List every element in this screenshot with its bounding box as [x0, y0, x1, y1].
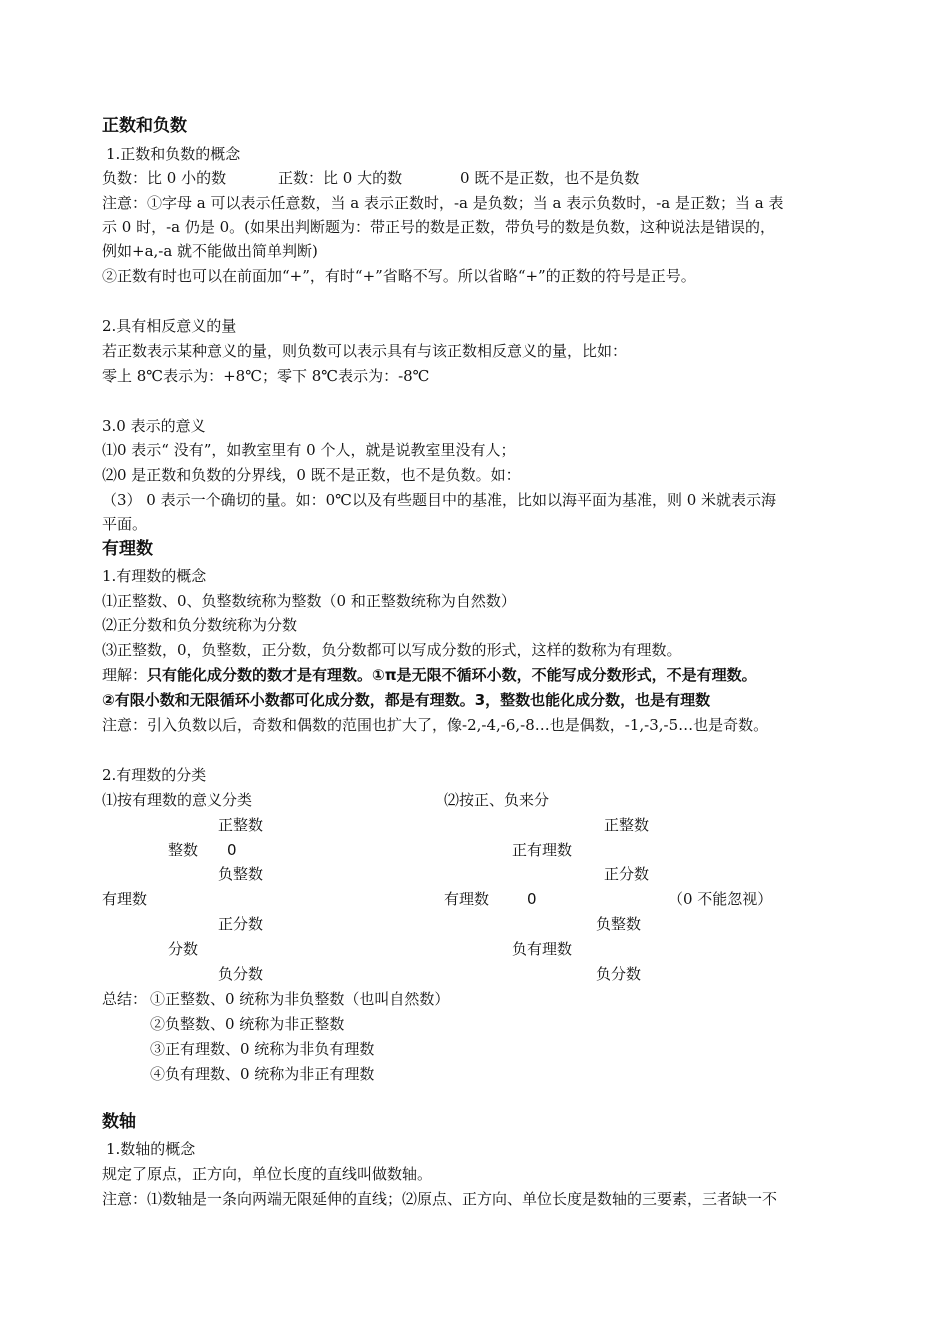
opposite-line-1: 若正数表示某种意义的量，则负数可以表示具有与该正数相反意义的量，比如： — [102, 342, 628, 360]
subheading-rational-concept: 1.有理数的概念 — [102, 567, 207, 585]
understanding-label: 理解： — [102, 666, 148, 684]
classification-right-title: ⑵按正、负来分 — [444, 791, 550, 809]
left-positive-fraction: 正分数 — [218, 915, 264, 933]
subheading-opposite: 2.具有相反意义的量 — [102, 317, 237, 335]
subheading-number-line-concept: 1.数轴的概念 — [106, 1140, 196, 1158]
subheading-zero-meaning: 3.0 表示的意义 — [102, 417, 206, 435]
zero-meaning-2: ⑵0 是正数和负数的分界线，0 既不是正数，也不是负数。如： — [102, 466, 521, 484]
section-title-rational: 有理数 — [102, 539, 153, 559]
right-positive-integer: 正整数 — [604, 816, 650, 834]
zero-meaning-3: （3） 0 表示一个确切的量。如：0℃以及有些题目中的基准，比如以海平面为基准，则 0 米就表示海 — [102, 491, 777, 509]
right-rational-root: 有理数 — [444, 890, 490, 908]
left-integer: 整数 — [168, 841, 199, 859]
zero-definition: 0 既不是正数，也不是负数 — [460, 169, 640, 187]
left-negative-fraction: 负分数 — [218, 965, 264, 983]
rational-line-2: ⑵正分数和负分数统称为分数 — [102, 616, 298, 634]
right-zero: 0 — [527, 890, 537, 908]
right-zero-note: （0 不能忽视） — [668, 890, 773, 908]
rational-line-1: ⑴正整数、0、负整数统称为整数（0 和正整数统称为自然数） — [102, 592, 516, 610]
summary-item: ②负整数、0 统称为非正整数 — [150, 1015, 345, 1033]
left-positive-integer: 正整数 — [218, 816, 264, 834]
parity-note: 注意：引入负数以后，奇数和偶数的范围也扩大了，像-2,-4,-6,-8…也是偶数，-1,-3,-5…也是奇数。 — [102, 716, 769, 734]
understanding-line-1 — [102, 663, 757, 687]
summary-item: ③正有理数、0 统称为非负有理数 — [150, 1040, 375, 1058]
summary-item: ④负有理数、0 统称为非正有理数 — [150, 1065, 375, 1083]
right-negative-fraction: 负分数 — [596, 965, 642, 983]
subheading-concept: 1.正数和负数的概念 — [106, 145, 241, 163]
left-fraction: 分数 — [168, 940, 199, 958]
note-line-3: 例如+a,-a 就不能做出简单判断) — [102, 242, 318, 260]
note-line-2: 示 0 时，-a 仍是 0。(如果出判断题为：带正号的数是正数，带负号的数是负数，这种说法是错误的， — [102, 218, 776, 236]
section-title-number-line: 数轴 — [102, 1112, 136, 1132]
zero-meaning-3-cont: 平面。 — [102, 515, 148, 533]
number-line-note: 注意：⑴数轴是一条向两端无限延伸的直线；⑵原点、正方向、单位长度是数轴的三要素，三者缺一不 — [102, 1190, 778, 1208]
rational-line-3: ⑶正整数，0，负整数，正分数，负分数都可以写成分数的形式，这样的数称为有理数。 — [102, 641, 682, 659]
positive-definition: 正数：比 0 大的数 — [278, 169, 403, 187]
left-zero: 0 — [227, 841, 237, 859]
understanding-line-2: ②有限小数和无限循环小数都可化成分数，都是有理数。3，整数也能化成分数，也是有理数 — [102, 691, 711, 709]
classification-left-title: ⑴按有理数的意义分类 — [102, 791, 253, 809]
summary-label: 总结： — [102, 990, 148, 1008]
zero-meaning-1: ⑴0 表示“ 没有”，如教室里有 0 个人，就是说教室里没有人； — [102, 441, 516, 459]
number-line-definition: 规定了原点，正方向，单位长度的直线叫做数轴。 — [102, 1165, 433, 1183]
right-positive-rational: 正有理数 — [512, 841, 573, 859]
right-negative-integer: 负整数 — [596, 915, 642, 933]
section-title-positive-negative: 正数和负数 — [102, 116, 187, 136]
subheading-classification: 2.有理数的分类 — [102, 766, 207, 784]
right-positive-fraction: 正分数 — [604, 865, 650, 883]
right-negative-rational: 负有理数 — [512, 940, 573, 958]
opposite-line-2: 零上 8℃表示为：+8℃；零下 8℃表示为：-8℃ — [102, 367, 430, 385]
understanding-bold-1: 只有能化成分数的数才是有理数。①π是无限不循环小数，不能写成分数形式，不是有理数。 — [147, 666, 757, 684]
negative-definition: 负数：比 0 小的数 — [102, 169, 227, 187]
note-line-1: 注意：①字母 a 可以表示任意数，当 a 表示正数时，-a 是负数；当 a 表示负数时，-a 是正数；当 a 表 — [102, 194, 784, 212]
summary-item: ①正整数、0 统称为非负整数（也叫自然数） — [150, 990, 450, 1008]
note-line-4: ②正数有时也可以在前面加“+”，有时“+”省略不写。所以省略“+”的正数的符号是正号。 — [102, 267, 696, 285]
left-rational-root: 有理数 — [102, 890, 148, 908]
left-negative-integer: 负整数 — [218, 865, 264, 883]
